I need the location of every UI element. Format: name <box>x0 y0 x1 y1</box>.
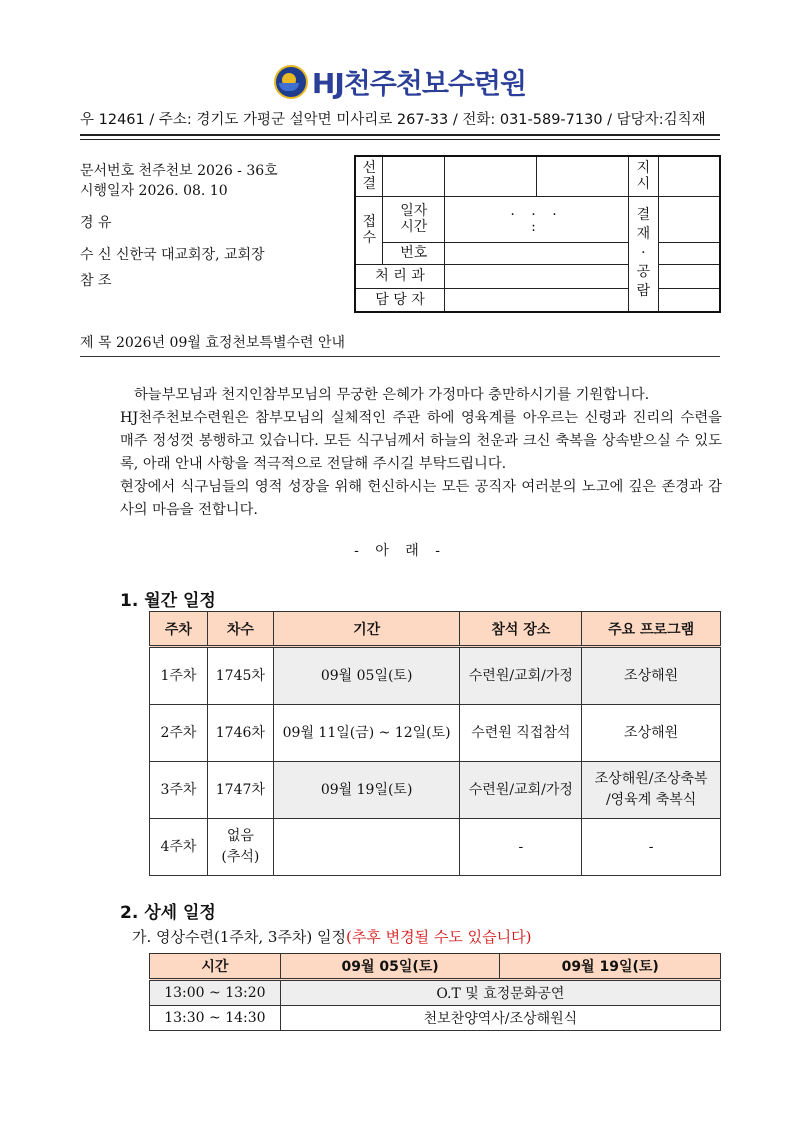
table-row <box>150 705 721 762</box>
seon-gyeol-cell-1 <box>383 156 445 196</box>
monthly-schedule-table <box>149 611 721 876</box>
manager-cell <box>445 288 629 312</box>
body-paragraph-1: 하늘부모님과 천지인참부모님의 무궁한 은혜가 가정마다 충만하시기를 기원합니다. <box>134 387 650 403</box>
col-header-period: 기간 <box>273 612 460 647</box>
ji-si-label: 지 시 <box>628 156 658 196</box>
week-cell: 2주차 <box>150 705 208 762</box>
session-cell: 1747차 <box>207 762 273 819</box>
week-cell: 1주차 <box>150 647 208 705</box>
gyeoljae-gongram-label: 결 재 · 공 람 <box>628 196 658 312</box>
time-cell: 13:00 ~ 13:20 <box>150 980 281 1006</box>
seon-gyeol-cell-2 <box>445 156 536 196</box>
session-cell: 1746차 <box>207 705 273 762</box>
logo-text: HJ천주천보수련원 <box>311 67 527 100</box>
dept-label: 처 리 과 <box>355 264 445 288</box>
program-cell: 조상해원 <box>582 647 721 705</box>
address-line: 우 12461 / 주소: 경기도 가평군 설악면 미사리로 267-33 / 전화: 031-589-7130 / 담당자:김칙재 <box>80 112 706 128</box>
session-cell: 1745차 <box>207 647 273 705</box>
approval-table <box>354 155 721 313</box>
session-cell: 없음 (추석) <box>207 819 273 876</box>
place-cell: 수련원/교회/가정 <box>460 647 582 705</box>
program-cell: - <box>582 819 721 876</box>
jeop-su-label: 접 수 <box>355 196 383 264</box>
arae-heading: - 아 래 - <box>354 543 446 559</box>
place-cell: - <box>460 819 582 876</box>
time-placeholder: : <box>531 219 542 235</box>
reference: 참 조 <box>80 273 112 289</box>
date-time-label: 일자 시간 <box>383 196 445 242</box>
logo <box>0 62 800 102</box>
subsection-title <box>132 926 531 947</box>
place-cell: 수련원 직접참석 <box>460 705 582 762</box>
header-divider <box>80 134 720 140</box>
col-header-place: 참석 장소 <box>460 612 582 647</box>
detail-schedule-table <box>149 953 721 1031</box>
seon-gyeol-cell-3 <box>536 156 628 196</box>
period-cell: 09월 19일(토) <box>273 762 460 819</box>
subsection-prefix: 가. 영상수련(1주차, 3주차) 일정 <box>132 928 347 946</box>
time-cell: 13:30 ~ 14:30 <box>150 1006 281 1031</box>
gyeoljae-cell-2 <box>658 242 720 264</box>
logo-emblem-icon <box>274 65 308 99</box>
date-time-cell <box>445 196 629 242</box>
col-header-time: 시간 <box>150 954 281 980</box>
place-cell: 수련원/교회/가정 <box>460 762 582 819</box>
col-header-program: 주요 프로그램 <box>582 612 721 647</box>
dept-cell <box>445 264 629 288</box>
body-text <box>120 384 722 522</box>
period-cell <box>273 819 460 876</box>
ji-si-cell <box>658 156 720 196</box>
seon-gyeol-label: 선 결 <box>355 156 383 196</box>
col-header-date-1: 09월 05일(토) <box>280 954 500 980</box>
program-cell: 조상해원/조상축복 /영육계 축복식 <box>582 762 721 819</box>
table-row <box>150 1006 721 1031</box>
issue-date: 시행일자 2026. 08. 10 <box>80 183 228 199</box>
period-cell: 09월 11일(금) ~ 12일(토) <box>273 705 460 762</box>
table-row <box>150 647 721 705</box>
content-cell: 천보찬양역사/조상해원식 <box>280 1006 720 1031</box>
body-paragraph-3: 현장에서 식구님들의 영적 성장을 위해 헌신하시는 모든 공직자 여러분의 노고에 깊은 존경과 감사의 마음을 전합니다. <box>120 479 722 518</box>
col-header-session: 차수 <box>207 612 273 647</box>
program-cell: 조상해원 <box>582 705 721 762</box>
via: 경 유 <box>80 215 112 231</box>
body-paragraph-2: HJ천주천보수련원은 참부모님의 실체적인 주관 하에 영육계를 아우르는 신령과 진리의 수련을 매주 정성껏 봉행하고 있습니다. 모든 식구님께서 하늘의 천운과 크신 축복을 상속받으실 수 있도록, 아래 안내 사항을 적극적으로 전달해 주시길 부탁드립니다. <box>120 410 722 472</box>
table-row <box>150 762 721 819</box>
doc-number: 문서번호 천주천보 2026 - 36호 <box>80 163 278 179</box>
period-cell: 09월 05일(토) <box>273 647 460 705</box>
content-cell: O.T 및 효정문화공연 <box>280 980 720 1006</box>
subsection-note: (추후 변경될 수도 있습니다) <box>346 928 532 946</box>
number-cell <box>445 242 629 264</box>
subject-divider <box>80 356 720 357</box>
gyeoljae-cell-3 <box>658 264 720 288</box>
col-header-date-2: 09월 19일(토) <box>500 954 721 980</box>
section-1-title: 1. 월간 일정 <box>120 591 216 611</box>
week-cell: 3주차 <box>150 762 208 819</box>
gyeoljae-cell-1 <box>658 196 720 242</box>
number-label: 번호 <box>383 242 445 264</box>
week-cell: 4주차 <box>150 819 208 876</box>
section-2-title: 2. 상세 일정 <box>120 903 216 923</box>
table-row <box>150 980 721 1006</box>
recipient: 수 신 신한국 대교회장, 교회장 <box>80 247 265 263</box>
gyeoljae-cell-4 <box>658 288 720 312</box>
date-placeholder: . . . <box>510 202 563 219</box>
manager-label: 담 당 자 <box>355 288 445 312</box>
col-header-week: 주차 <box>150 612 208 647</box>
subject: 제 목 2026년 09월 효정천보특별수련 안내 <box>80 335 346 351</box>
table-row <box>150 819 721 876</box>
